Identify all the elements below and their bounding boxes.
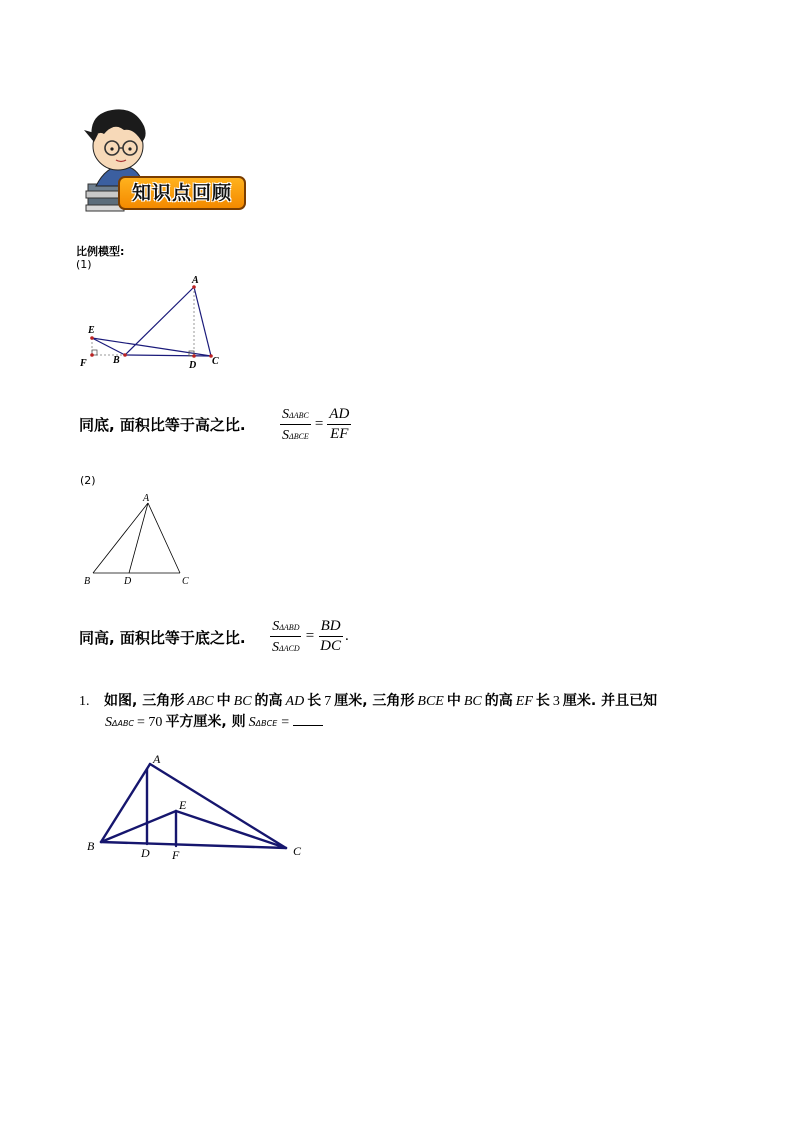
- model2-frac-left: $\frac{\text{SΔABD}}{\text{SΔACD}}$: [272, 619, 300, 655]
- model1-frac-left: $\frac{\text{SΔABC}}{\text{SΔBCE}}$: [282, 407, 309, 443]
- m2-point-B-label: B: [84, 576, 91, 587]
- model2-statement: 同高, 面积比等于底之比.: [79, 629, 246, 647]
- model2-label: (2): [80, 474, 96, 487]
- model2-frac-right: $\frac{BD}{DC}$: [320, 618, 342, 654]
- point-F-label: F: [80, 358, 87, 369]
- model2-figure: [80, 490, 200, 590]
- m2-point-C-label: C: [182, 576, 189, 587]
- p1-point-E-label: E: [179, 798, 187, 812]
- p1-point-D-label: D: [141, 846, 150, 860]
- model1-figure: [70, 270, 240, 375]
- problem1-line2: SΔABC = 70 平方厘米, 则 SΔBCE =: [105, 711, 323, 731]
- line-BC: [125, 355, 211, 356]
- knowledge-review-banner: [118, 176, 246, 210]
- model1-formula: $\frac{\text{SΔABC}}{\text{SΔBCE}}$ = $\frac{AD}{EF}$: [282, 406, 350, 443]
- m2-point-A-label: A: [143, 493, 150, 504]
- p1-point-B-label: B: [87, 839, 95, 853]
- point-B-label: B: [113, 355, 120, 366]
- p1-point-C-label: C: [293, 844, 302, 858]
- point-A-label: A: [192, 275, 199, 286]
- section-title: 比例模型:: [76, 245, 125, 258]
- point-E-label: E: [88, 325, 95, 336]
- problem1-figure: [80, 748, 320, 868]
- model1-statement: 同底, 面积比等于高之比.: [79, 416, 246, 434]
- banner-text: 知识点回顾: [131, 182, 232, 204]
- model2-formula: $\frac{\text{SΔABD}}{\text{SΔACD}}$ = $\frac{BD}{DC}$ .: [272, 618, 349, 655]
- point-D-label: D: [189, 360, 197, 371]
- line-AC: [194, 287, 211, 356]
- model1-frac-right: $\frac{AD}{EF}$: [329, 406, 350, 442]
- point-C-label: C: [212, 356, 219, 367]
- p1-point-F-label: F: [172, 848, 180, 862]
- p1-point-A-label: A: [153, 752, 161, 766]
- problem1-line1: 1. 如图, 三角形 ABC 中 BC 的高 AD 长 7 厘米, 三角形 BCE 中 BC 的高 EF 长 3 厘米. 并且已知: [79, 693, 658, 709]
- answer-blank[interactable]: [293, 713, 323, 726]
- m2-point-D-label: D: [124, 576, 132, 587]
- model1-label: (1): [76, 258, 92, 271]
